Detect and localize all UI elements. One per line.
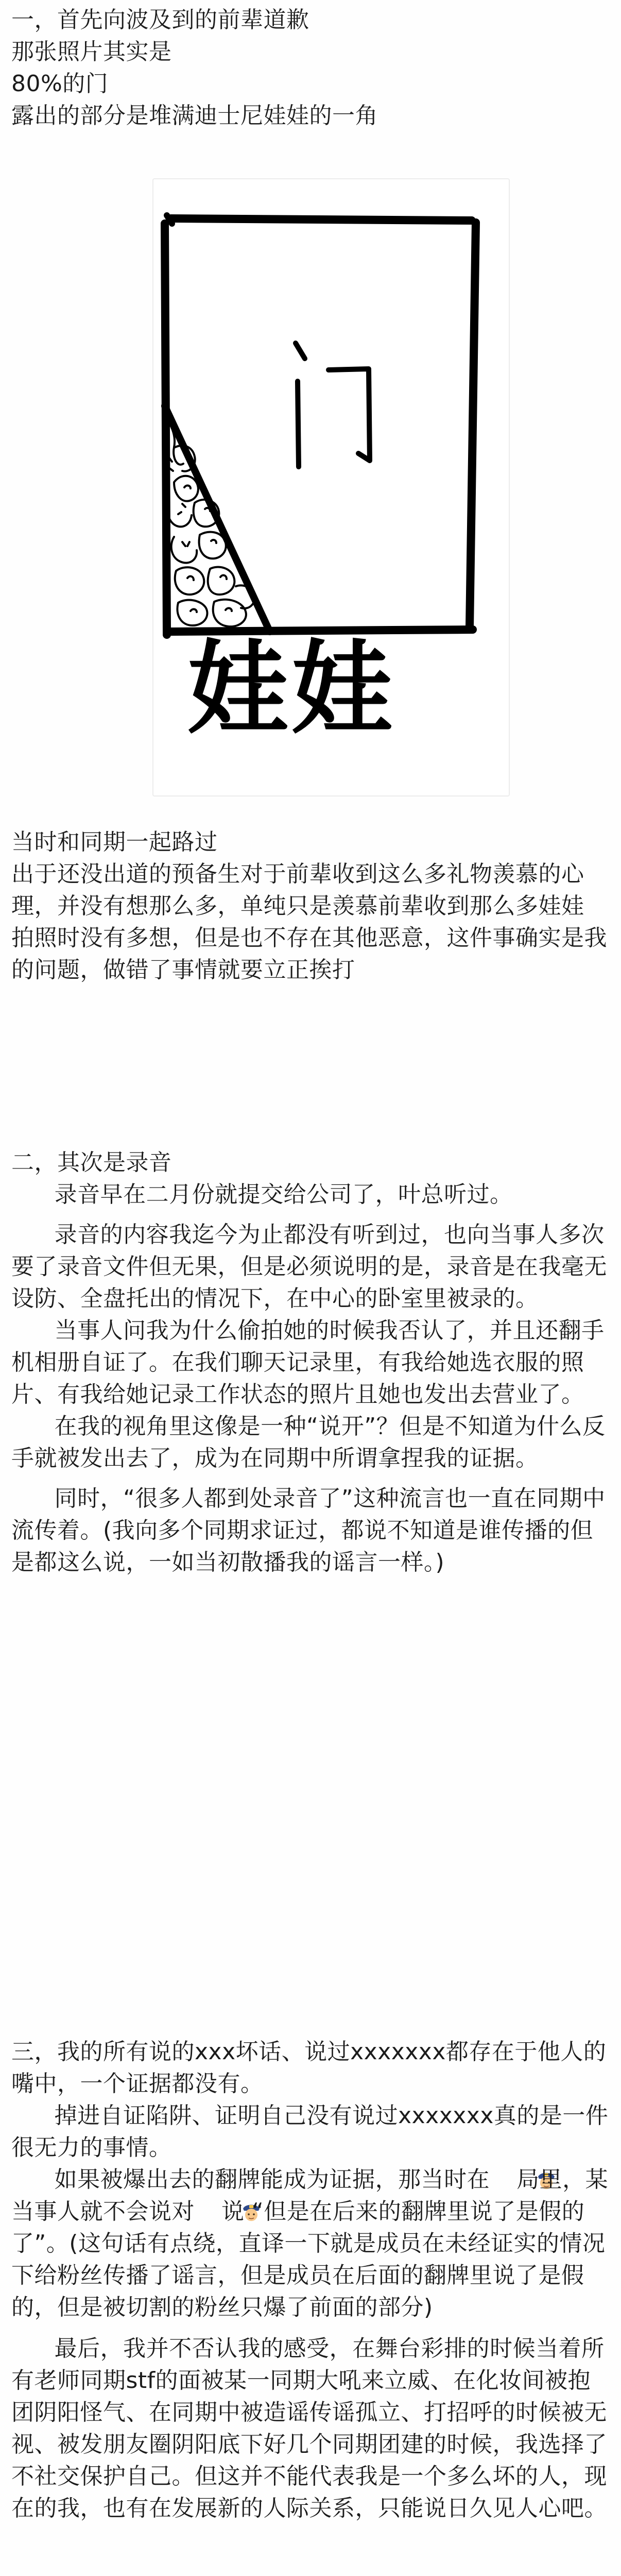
intro-line-2: 那张照片其实是 [11, 39, 172, 65]
section-2-para-3: 当事人问我为什么偷拍她的时候我否认了，并且还翻手机相册自证了。在我们聊天记录里，有我给她选衣服的照片、有我给她记录工作状态的照片且她也发出去营业了。 [11, 1317, 605, 1408]
intro-line-3: 80%的门 [11, 71, 109, 97]
police-officer-emoji-icon [197, 2200, 219, 2223]
police-officer-emoji-icon [492, 2168, 514, 2191]
explanation-block [11, 826, 609, 986]
doll-label: 娃娃 [187, 631, 396, 748]
section-3-rumors [11, 2036, 609, 2524]
section-3-para-1: 三，我的所有说的xxx坏话、说过xxxxxxx都存在于他人的嘴中，一个证据都没有。 [11, 2039, 607, 2097]
explanation-line-1: 当时和同期一起路过 [11, 829, 218, 855]
section-3-para-3-a: 如果被爆出去的翻牌能成为证据，那当时在 [54, 2166, 490, 2193]
intro-block [11, 4, 609, 132]
doll-pile-icon [166, 421, 254, 626]
door-label-strokes [296, 343, 370, 467]
section-3-para-3-b: 局里，某当事人就不会说对 [11, 2166, 609, 2225]
section-2-recording [11, 1147, 609, 1579]
section-2-para-2: 录音的内容我迄今为止都没有听到过，也向当事人多次要了录音文件但无果，但是必须说明的是，录音是在我毫无设防、全盘托出的情况下，在中心的卧室里被录的。 [11, 1222, 607, 1312]
section-2-heading: 二，其次是录音 [11, 1149, 172, 1176]
section-2-para-1: 录音早在二月份就提交给公司了，叶总听过。 [54, 1181, 513, 1208]
section-3-para-3 [11, 2164, 609, 2324]
section-2-para-5: 同时，“很多人都到处录音了”这种流言也一直在同期中流传着。(我向多个同期求证过，都说不知道是谁传播的但是都这么说，一如当初散播我的谣言一样。) [11, 1485, 606, 1575]
explanation-para-3: 拍照时没有多想，但是也不存在其他恶意，这件事确实是我的问题，做错了事情就要立正挨打 [11, 925, 607, 983]
section-3-para-4: 最后，我并不否认我的感受，在舞台彩排的时候当着所有老师同期stf的面被某一同期大吼来立威、在化妆间被抱团阴阳怪气、在同期中被造谣传谣孤立、打招呼的时候被无视、被发朋友圈阴阳底下好几个同期团建的时候，我选择了不社交保护自己。但这并不能代表我是一个多么坏的人，现在的我，也有在发展新的人际关系，只能说日久见人心吧。 [11, 2335, 607, 2521]
section-2-para-4: 在我的视角里这像是一种“说开”？但是不知道为什么反手就被发出去了，成为在同期中所谓拿捏我的证据。 [11, 1413, 606, 1471]
intro-line-1: 一，首先向波及到的前辈道歉 [11, 7, 309, 33]
explanation-para-2: 出于还没出道的预备生对于前辈收到这么多礼物羡慕的心理，并没有想那么多，单纯只是羡慕前辈收到那么多娃娃 [11, 861, 584, 919]
section-3-para-3-c: 说 “但是在后来的翻牌里说了是假的了”。(这句话有点绕，直译一下就是成员在未经证实的情况下给粉丝传播了谣言，但是成员在后面的翻牌里说了是假的，但是被切割的粉丝只爆了前面的部分) [11, 2198, 606, 2320]
intro-line-4: 露出的部分是堆满迪士尼娃娃的一角 [11, 103, 378, 129]
door-sketch-image [152, 178, 510, 796]
section-3-para-2: 掉进自证陷阱、证明自己没有说过xxxxxxx真的是一件很无力的事情。 [11, 2103, 609, 2161]
